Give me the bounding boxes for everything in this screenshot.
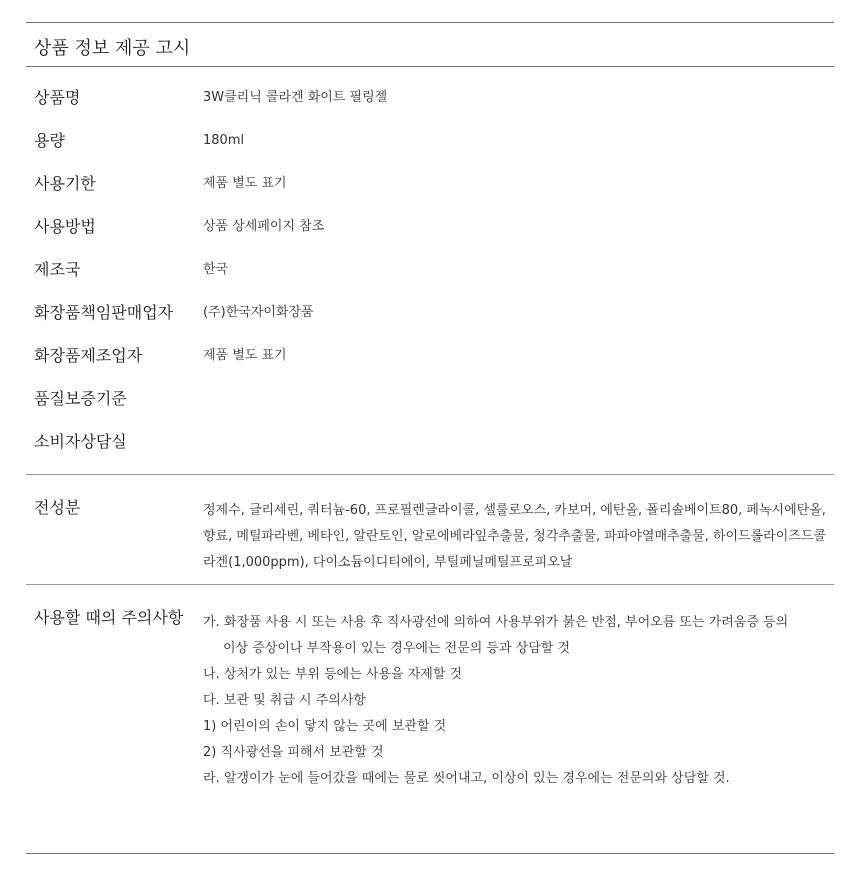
caution-label: 사용할 때의 주의사항 [34,608,184,627]
info-row-consumer-center [0,430,860,460]
info-row-distributor [0,301,860,331]
bottom-rule [26,853,834,854]
info-row-expiry [0,172,860,202]
info-label: 화장품책임판매업자 [34,303,174,322]
info-row-product-name [0,86,860,116]
info-row-usage [0,215,860,245]
caution-list [203,610,835,792]
page-title: 상품 정보 제공 고시 [34,38,191,59]
info-row-manufacturer [0,344,860,374]
info-label: 화장품제조업자 [34,346,143,365]
info-value: 제품 별도 표기 [203,348,287,363]
caution-item: 이상 증상이나 부작용이 있는 경우에는 전문의 등과 상담할 것 [223,641,571,656]
info-label: 품질보증기준 [34,389,127,408]
info-row-country [0,258,860,288]
info-value: 180ml [203,133,245,148]
info-value: 3W클리닉 콜라겐 화이트 필링젤 [203,90,388,105]
info-value: 제품 별도 표기 [203,176,287,191]
info-label: 소비자상담실 [34,432,127,451]
section-divider [26,584,834,585]
info-label: 용량 [34,131,65,150]
info-label: 사용방법 [34,217,96,236]
caution-item: 다. 보관 및 취급 시 주의사항 [203,693,366,708]
title-rule [26,66,834,67]
info-label: 상품명 [34,88,81,107]
caution-item: 1) 어린이의 손이 닿지 않는 곳에 보관할 것 [203,719,447,734]
caution-item: 2) 직사광선을 피해서 보관할 것 [203,745,384,760]
info-value: (주)한국자이화장품 [203,305,314,320]
caution-item: 가. 화장품 사용 시 또는 사용 후 직사광선에 의하여 사용부위가 붉은 반점, 부어오름 또는 가려움증 등의 [203,615,789,630]
ingredients-label: 전성분 [34,498,81,517]
caution-item: 나. 상처가 있는 부위 등에는 사용을 자제할 것 [203,667,463,682]
info-label: 제조국 [34,260,81,279]
info-row-quality-standard [0,387,860,417]
info-value: 상품 상세페이지 참조 [203,219,325,234]
section-divider [26,474,834,475]
top-rule [26,22,834,23]
ingredients-text: 정제수, 글리세린, 쿼터늄-60, 프로필렌글라이콜, 셀룰로오스, 카보머, 에탄올, 폴리솔베이트80, 페녹시에탄올,향료, 메틸파라벤, 베타인, 알란토인, 알로에베라잎추출물, 청각추출물, 파파야열매추출물, 하이드롤라이즈드콜라겐(1,000ppm), 다이소듐이디티에이, 부틸페닐메틸프로피오날 [203,503,826,570]
info-row-volume [0,129,860,159]
info-value: 한국 [203,262,229,277]
info-label: 사용기한 [34,174,96,193]
caution-item: 라. 알갱이가 눈에 들어갔을 때에는 물로 씻어내고, 이상이 있는 경우에는 전문의와 상담할 것. [203,771,730,786]
